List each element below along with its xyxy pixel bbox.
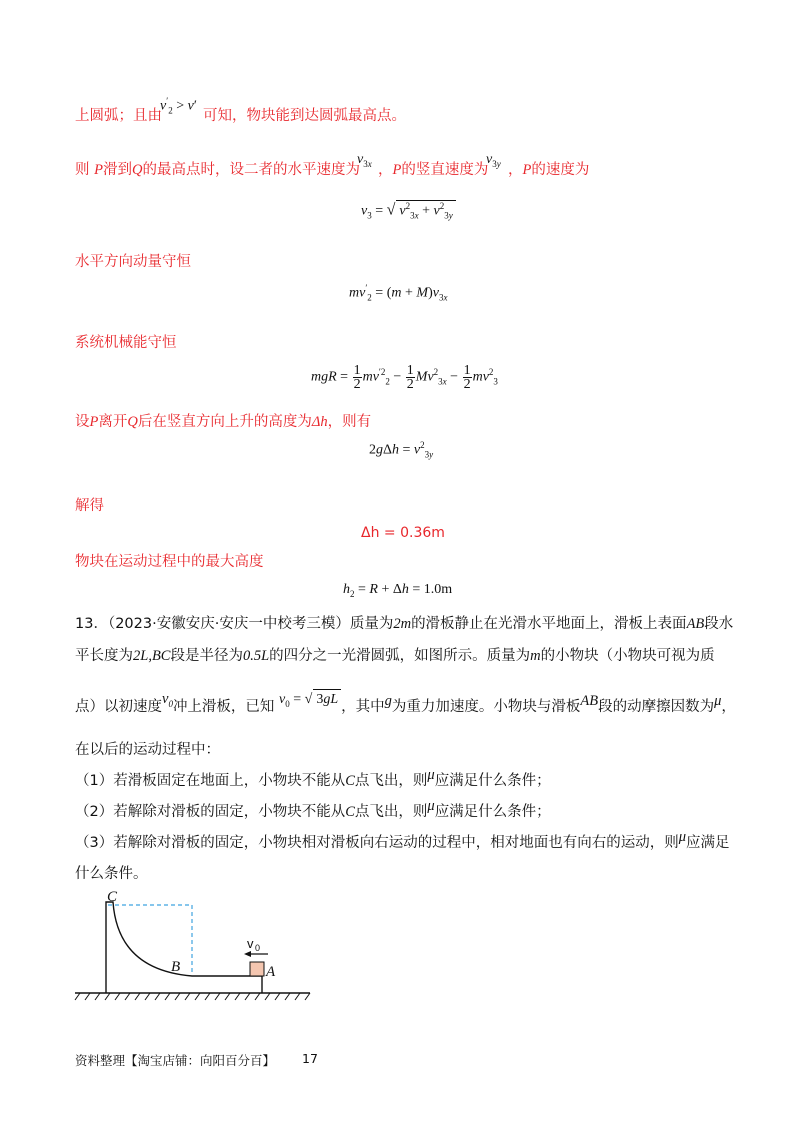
ground-hatching — [75, 993, 310, 1000]
question-line-1: 13．（2023·安徽安庆·安庆一中校考三模）质量为2m的滑板静止在光滑水平地面上，滑板上表面AB段水 — [75, 616, 734, 632]
footer-text: 资料整理【淘宝店铺：向阳百分百】 — [75, 1053, 276, 1068]
label-B: B — [171, 959, 181, 975]
equation-energy: mgR = $\frac{1}{2}$ $mv^{'2}_2$ − $\frac{1}{2}$ $Mv^2_{3x}$ − $\frac{1}{2}$ $mv^2_3$ — [311, 363, 498, 392]
question-line-4: 在以后的运动过程中： — [75, 742, 220, 758]
slider-board — [106, 902, 262, 993]
subquestion-3-cont: 什么条件。 — [75, 866, 148, 882]
question-line-2: 平长度为2L,BC段是半径为0.5L的四分之一光滑圆弧，如图所示。质量为m的小物块（小物块可视为质 — [75, 648, 715, 664]
subquestion-3: （3）若解除对滑板的固定，小物块相对滑板向右运动的过程中，相对地面也有向右的运动，则μ应满足 — [75, 829, 730, 851]
v3x-symbol: $v_{3x}$ — [357, 152, 372, 169]
label-C: C — [107, 889, 118, 905]
small-block — [250, 962, 264, 976]
page-number: 17 — [302, 1051, 318, 1066]
equation-h2: $h_2 = R + \Delta h = 1.0m$ — [343, 582, 453, 599]
equation-momentum: $mv'_2 = (m + M)v_{3x}$ — [349, 283, 448, 303]
subquestion-2: （2）若解除对滑板的固定，小物块不能从C点飞出，则μ应满足什么条件； — [75, 798, 551, 820]
max-height-heading: 物块在运动过程中的最大高度 — [75, 554, 264, 570]
line-2-mid: ，P的竖直速度为 — [378, 162, 489, 178]
label-v0: v — [247, 936, 254, 951]
line-1-end: 可知，物块能到达圆弧最高点。 — [203, 108, 406, 124]
equation-height: $2g\Delta h = v^2_{3y}$ — [369, 440, 434, 460]
line-height-def: 设P离开Q后在竖直方向上升的高度为Δh，则有 — [75, 414, 372, 430]
question-line-3: 点）以初速度$v_0$冲上滑板，已知 $v_0$ = √ 3gL ，其中g为重力加速度。小物块与滑板AB段的动摩擦因数为μ， — [75, 691, 736, 715]
line-2-end: ，P的速度为 — [508, 162, 590, 178]
line-1: 上圆弧；且由 — [75, 108, 162, 124]
v3y-symbol: $v_{3y}$ — [486, 152, 501, 169]
slider-figure — [70, 885, 320, 1010]
momentum-heading: 水平方向动量守恒 — [75, 254, 191, 270]
label-A: A — [266, 964, 276, 980]
energy-heading: 系统机械能守恒 — [75, 335, 177, 351]
label-v0-sub: 0 — [255, 943, 261, 953]
solve-heading: 解得 — [75, 498, 104, 514]
equation-v3: $v_3$ = √ $v^2_{3x} + v^2_{3y}$ — [361, 200, 456, 220]
result-dh: Δh = 0.36m — [361, 525, 445, 541]
velocity-arrowhead — [244, 951, 251, 957]
ineq-v2prime: $v'_2 > v'$ — [160, 96, 197, 116]
subquestion-1: （1）若滑板固定在地面上，小物块不能从C点飞出，则μ应满足什么条件； — [75, 767, 551, 789]
line-2: 则 P滑到Q的最高点时，设二者的水平速度为 — [75, 162, 360, 178]
